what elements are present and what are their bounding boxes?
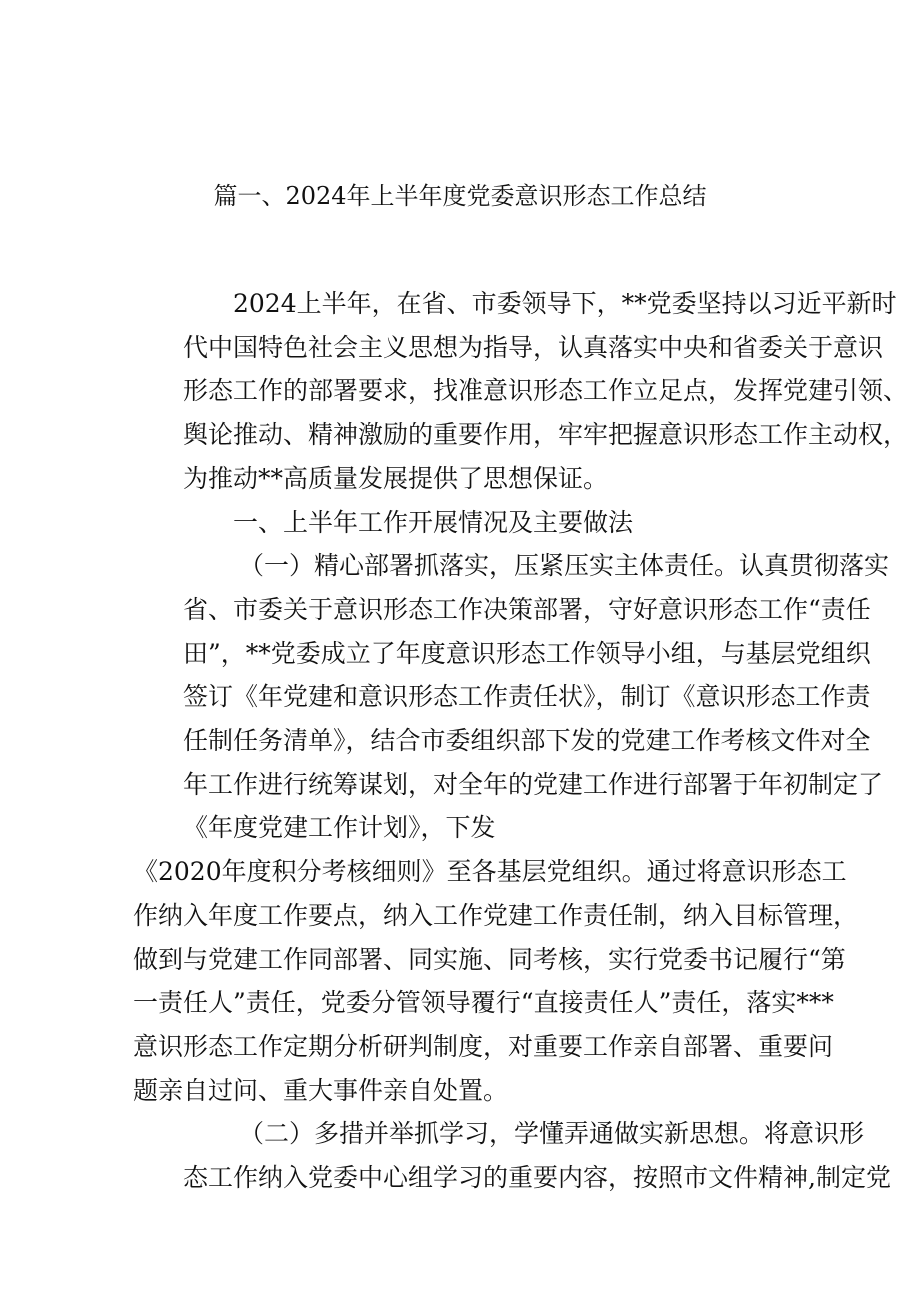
text-line: 任制任务清单》，结合市委组织部下发的党建工作考核文件对全 (183, 726, 871, 756)
text-line: 年工作进行统筹谋划，对全年的党建工作进行部署于年初制定了 (183, 769, 884, 799)
text-line: 2024上半年，在省、市委领导下，**党委坚持以习近平新时 (233, 289, 897, 318)
text-line: 作纳入年度工作要点，纳入工作党建工作责任制，纳入目标管理， (133, 900, 859, 930)
text-line: 意识形态工作定期分析研判制度，对重要工作亲自部署、重要问 (133, 1031, 834, 1061)
text-line: （一）精心部署抓落实，压紧压实主体责任。认真贯彻落实 (239, 551, 890, 581)
text-line: 签订《年党建和意识形态工作责任状》，制订《意识形态工作责 (183, 682, 871, 712)
section-heading (133, 501, 803, 545)
text-line: 省、市委关于意识形态工作决策部署，守好意识形态工作“责任 (183, 594, 871, 624)
text-line: 态工作纳入党委中心组学习的重要内容，按照市文件精神,制定党 (183, 1163, 891, 1193)
text-line: 舆论推动、精神激励的重要作用，牢牢把握意识形态工作主动权， (183, 420, 909, 450)
paragraph-subsection-1 (133, 544, 890, 850)
text-line: 做到与党建工作同部署、同实施、同考核，实行党委书记履行“第 (133, 944, 846, 974)
text-line: 田”，**党委成立了年度意识形态工作领导小组，与基层党组织 (183, 638, 871, 668)
text-line: 题亲自过问、重大事件亲自处置。 (133, 1075, 509, 1105)
text-line: 一、上半年工作开展情况及主要做法 (233, 507, 634, 537)
text-line: 一责任人”责任，党委分管领导覆行“直接责任人”责任，落实*** (133, 988, 834, 1018)
document-body (133, 282, 909, 1200)
text-line: 形态工作的部署要求，找准意识形态工作立足点，发挥党建引领、 (183, 376, 909, 406)
text-line: 为推动**高质量发展提供了思想保证。 (183, 463, 609, 493)
text-line: 代中国特色社会主义思想为指导，认真落实中央和省委关于意识 (183, 332, 884, 362)
paragraph-subsection-1-continued (133, 850, 859, 1112)
document-title: 篇一、2024年上半年度党委意识形态工作总结 (213, 182, 707, 210)
paragraph-subsection-2 (133, 1112, 891, 1199)
paragraph-intro (133, 282, 909, 501)
text-line: 《年度党建工作计划》，下发 (183, 813, 496, 843)
text-line: 《2020年度积分考核细则》至各基层党组织。通过将意识形态工 (133, 857, 847, 887)
text-line: （二）多措并举抓学习，学懂弄通做实新思想。将意识形 (239, 1119, 865, 1149)
